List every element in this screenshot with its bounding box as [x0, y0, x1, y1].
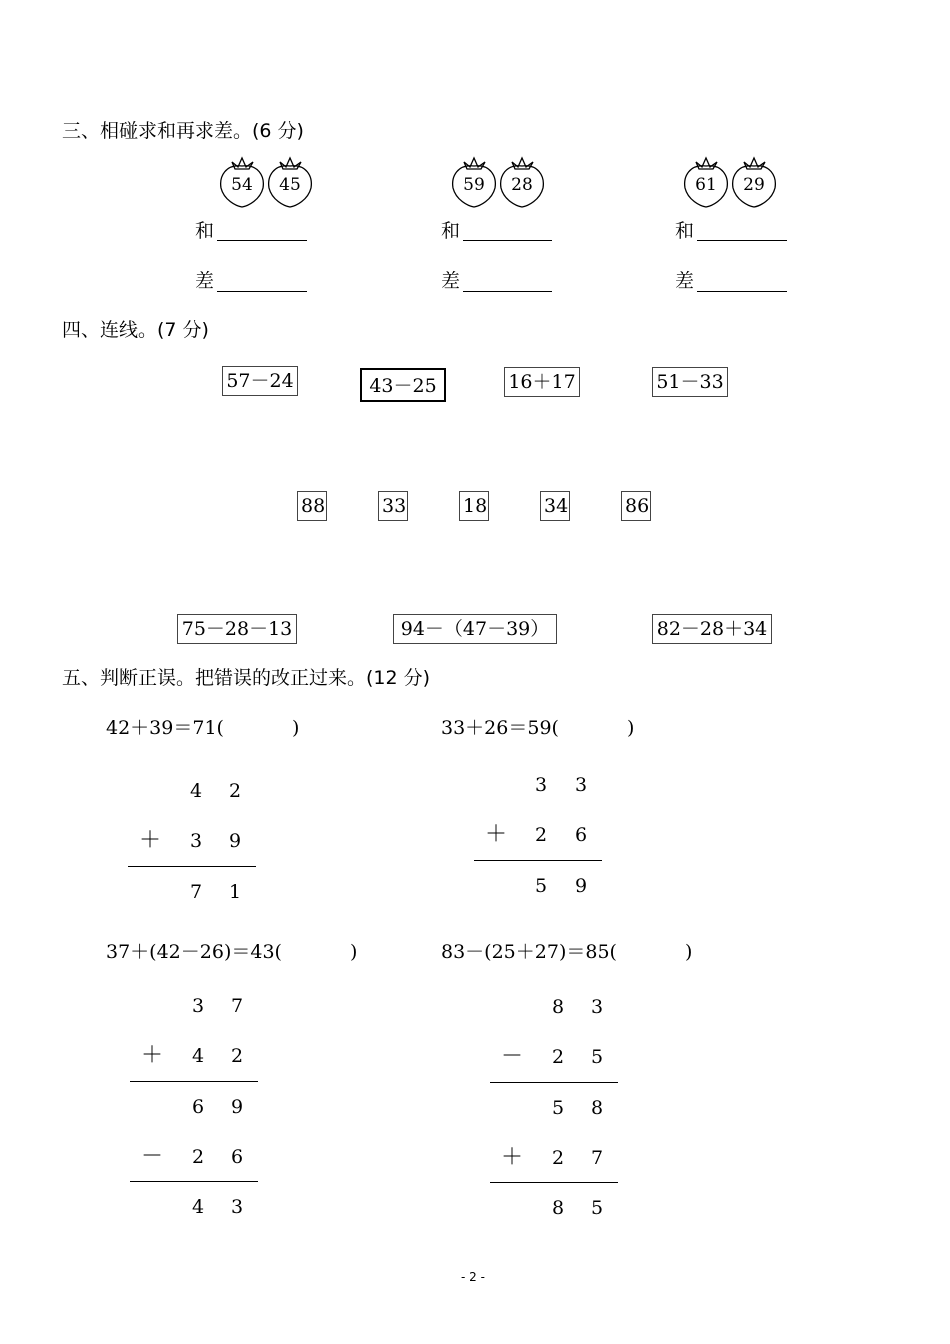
equation-close: ): [291, 717, 300, 739]
sum-label: 和: [195, 220, 215, 242]
section-4-title: 四、连线。(7 分): [62, 319, 209, 341]
equation-text: 37＋(42－26)＝43(: [106, 941, 282, 963]
diff-label: 差: [195, 270, 215, 292]
fruit-pair-3: [682, 154, 778, 210]
number-box[interactable]: 86: [621, 491, 651, 521]
expression-box[interactable]: 43－25: [360, 368, 446, 402]
fruit-number-b: 28: [511, 175, 533, 195]
calc-digit: 2: [534, 824, 548, 846]
calc-operator: ＋: [140, 1043, 163, 1068]
calc-digit: 5: [551, 1097, 565, 1119]
diff-answer-line[interactable]: [217, 291, 307, 292]
sum-answer-line[interactable]: [463, 240, 552, 241]
fruit-pair-2: [450, 154, 546, 210]
vertical-calc-2: [474, 770, 602, 900]
calc-operator: ＋: [500, 1145, 523, 1170]
calc-operator: －: [500, 1044, 523, 1069]
calc-digit: 3: [189, 830, 203, 852]
number-box[interactable]: 34: [540, 491, 570, 521]
sum-label: 和: [675, 220, 695, 242]
calc-digit: 2: [230, 1045, 244, 1067]
calc-digit: 2: [228, 780, 242, 802]
calc-digit: 3: [230, 1196, 244, 1218]
calc-digit: 7: [230, 995, 244, 1017]
page-number: - 2 -: [461, 1270, 485, 1284]
sum-label: 和: [441, 220, 461, 242]
calc-digit: 9: [574, 875, 588, 897]
expression-box[interactable]: 75－28－13: [177, 614, 297, 644]
calc-digit: 2: [551, 1147, 565, 1169]
vertical-calc-4: [490, 992, 618, 1227]
diff-label: 差: [675, 270, 695, 292]
equation-close: ): [684, 941, 693, 963]
calc-digit: 6: [191, 1096, 205, 1118]
vertical-calc-1: [128, 776, 256, 906]
sum-answer-line[interactable]: [697, 240, 787, 241]
equation-text: 33＋26＝59(: [441, 717, 559, 739]
expression-box[interactable]: 82－28＋34: [652, 614, 772, 644]
calc-digit: 1: [228, 881, 242, 903]
calc-digit: 8: [551, 996, 565, 1018]
calc-operator: －: [140, 1144, 163, 1169]
calc-digit: 3: [574, 774, 588, 796]
section-3-title: 三、相碰求和再求差。(6 分): [62, 120, 304, 142]
calc-digit: 8: [551, 1197, 565, 1219]
calc-digit: 2: [191, 1146, 205, 1168]
calc-digit: 9: [228, 830, 242, 852]
fruit-number-a: 61: [695, 175, 717, 195]
number-box[interactable]: 18: [459, 491, 489, 521]
calc-rule: [128, 866, 256, 867]
judgement-equation-2: [441, 716, 634, 740]
calc-digit: 5: [534, 875, 548, 897]
calc-digit: 2: [551, 1046, 565, 1068]
judgement-equation-1: [106, 716, 299, 740]
fruit-number-a: 59: [463, 175, 485, 195]
number-box[interactable]: 33: [378, 491, 408, 521]
expression-box[interactable]: 94－（47－39）: [393, 614, 557, 644]
diff-answer-line[interactable]: [463, 291, 552, 292]
calc-digit: 3: [191, 995, 205, 1017]
calc-digit: 3: [534, 774, 548, 796]
calc-digit: 5: [590, 1197, 604, 1219]
fruit-number-b: 45: [279, 175, 301, 195]
calc-rule: [130, 1081, 258, 1082]
expression-box[interactable]: 51－33: [652, 367, 728, 397]
calc-digit: 6: [574, 824, 588, 846]
equation-text: 42＋39＝71(: [106, 717, 224, 739]
calc-rule: [490, 1182, 618, 1183]
expression-box[interactable]: 16＋17: [504, 367, 580, 397]
equation-text: 83－(25＋27)＝85(: [441, 941, 617, 963]
calc-digit: 7: [590, 1147, 604, 1169]
calc-operator: ＋: [484, 822, 507, 847]
calc-digit: 6: [230, 1146, 244, 1168]
calc-operator: ＋: [138, 828, 161, 853]
calc-digit: 4: [191, 1045, 205, 1067]
expression-box[interactable]: 57－24: [222, 366, 298, 396]
calc-digit: 9: [230, 1096, 244, 1118]
fruit-pair-1: [218, 154, 314, 210]
calc-digit: 3: [590, 996, 604, 1018]
sum-answer-line[interactable]: [217, 240, 307, 241]
vertical-calc-3: [130, 991, 258, 1226]
calc-digit: 7: [189, 881, 203, 903]
calc-digit: 5: [590, 1046, 604, 1068]
calc-rule: [490, 1082, 618, 1083]
judgement-equation-3: [106, 940, 357, 964]
calc-digit: 4: [189, 780, 203, 802]
fruit-number-b: 29: [743, 175, 765, 195]
section-5-title: 五、判断正误。把错误的改正过来。(12 分): [62, 667, 431, 689]
calc-digit: 8: [590, 1097, 604, 1119]
number-box[interactable]: 88: [297, 491, 327, 521]
calc-rule: [130, 1181, 258, 1182]
diff-answer-line[interactable]: [697, 291, 787, 292]
judgement-equation-4: [441, 940, 692, 964]
equation-close: ): [626, 717, 635, 739]
equation-close: ): [349, 941, 358, 963]
calc-digit: 4: [191, 1196, 205, 1218]
fruit-number-a: 54: [231, 175, 253, 195]
diff-label: 差: [441, 270, 461, 292]
calc-rule: [474, 860, 602, 861]
